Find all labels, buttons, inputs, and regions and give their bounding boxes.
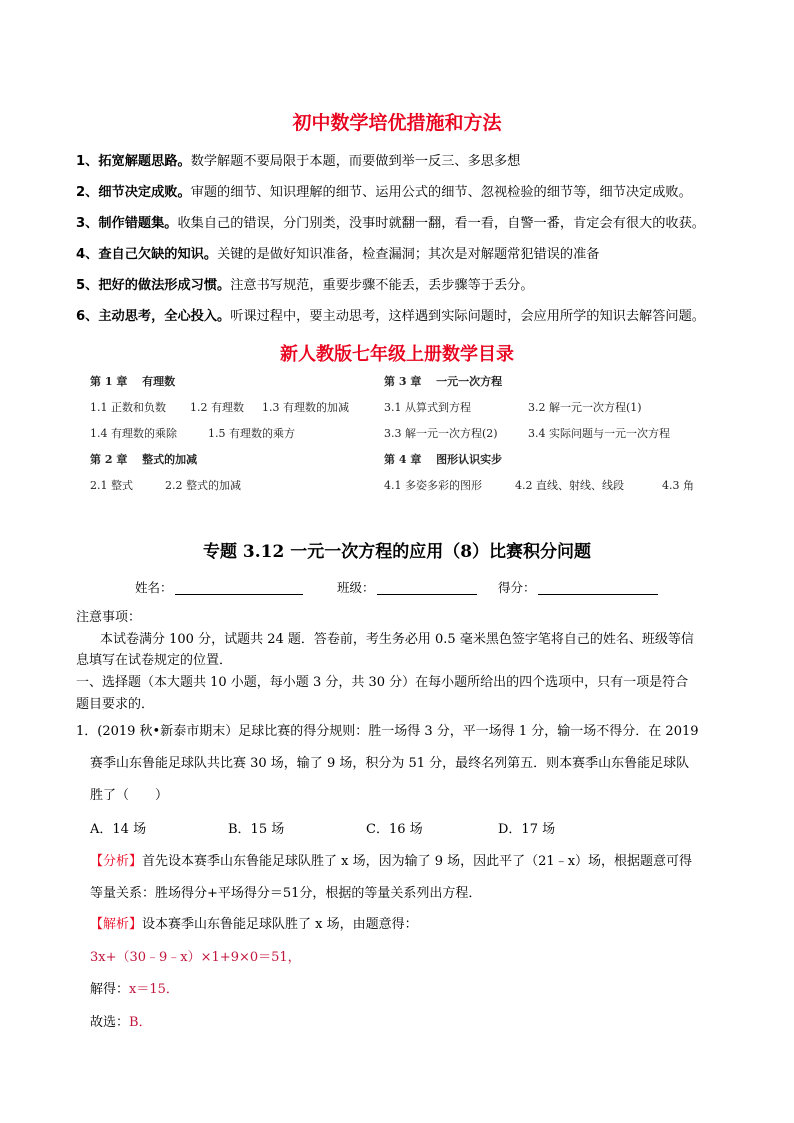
solution-line bbox=[90, 913, 418, 932]
tip-5-body: 注意书写规范，重要步骤不能丢，丢步骤等于丢分。 bbox=[230, 278, 534, 293]
tip-6-body: 听课过程中，要主动思考，这样遇到实际问题时，会应用所学的知识去解答问题。 bbox=[230, 309, 705, 324]
toc-item: 4.1 多姿多彩的图形 bbox=[384, 479, 482, 492]
notes-line: 息填写在试卷规定的位置． bbox=[76, 653, 233, 668]
tip-4-body: 关键的是做好知识准备，检查漏洞；其次是对解题常犯错误的准备 bbox=[217, 247, 600, 262]
analysis-line bbox=[90, 850, 692, 869]
toc-item: 1.3 有理数的加减 bbox=[262, 401, 349, 414]
tip-3-body: 收集自己的错误，分门别类，没事时就翻一翻，看一看，自警一番，肯定会有很大的收获。 bbox=[177, 216, 705, 231]
toc-item: 2.1 整式 bbox=[90, 479, 133, 492]
toc-item: 2.2 整式的加减 bbox=[165, 479, 241, 492]
question-text: 1．(2019 秋•新泰市期末）足球比赛的得分规则：胜一场得 3 分，平一场得 1 分，输一场不得分．在 2019 bbox=[76, 724, 699, 739]
toc-item: 4.2 直线、射线、线段 bbox=[515, 479, 624, 492]
option-a: A．14 场 bbox=[90, 822, 147, 837]
class-label: 班级： bbox=[337, 580, 375, 595]
tip-1-head: 1、拓宽解题思路。 bbox=[76, 154, 191, 169]
quiz-title: 专题 3.12 一元一次方程的应用（8）比赛积分问题 bbox=[202, 542, 592, 562]
toc-chapter-1: 第 1 章 有理数 bbox=[90, 375, 176, 388]
analysis-line: 等量关系：胜场得分+平场得分＝51分，根据的等量关系列出方程． bbox=[90, 886, 482, 901]
tip-2-head: 2、细节决定成败。 bbox=[76, 185, 191, 200]
tip-4 bbox=[76, 243, 600, 262]
question-text: 胜了（ ） bbox=[90, 788, 169, 803]
tip-1-body: 数学解题不要局限于本题，而要做到举一反三、多思多想 bbox=[190, 154, 521, 169]
toc-item: 3.1 从算式到方程 bbox=[384, 401, 471, 414]
tip-5 bbox=[76, 274, 534, 293]
score-label: 得分： bbox=[498, 580, 536, 595]
toc-chapter-4: 第 4 章 图形认识实步 bbox=[384, 453, 503, 466]
toc-title: 新人教版七年级上册数学目录 bbox=[280, 344, 514, 365]
name-label: 姓名： bbox=[135, 580, 173, 595]
tip-3 bbox=[76, 212, 705, 231]
solution-text: 设本赛季山东鲁能足球队胜了 x 场，由题意得： bbox=[142, 917, 418, 932]
toc-item: 3.2 解一元一次方程(1) bbox=[528, 401, 642, 414]
toc-item: 4.3 角 bbox=[662, 479, 694, 492]
toc-item: 1.5 有理数的乘方 bbox=[208, 427, 295, 440]
score-field[interactable] bbox=[538, 594, 658, 595]
question-text: 赛季山东鲁能足球队共比赛 30 场，输了 9 场，积分为 51 分，最终名列第五．则本赛季山东鲁能足球队 bbox=[90, 756, 690, 771]
page-title: 初中数学培优措施和方法 bbox=[292, 112, 502, 134]
option-c: C．16 场 bbox=[366, 822, 423, 837]
name-field[interactable] bbox=[175, 594, 303, 595]
solve-value: x＝15． bbox=[129, 982, 179, 997]
tip-2 bbox=[76, 181, 692, 200]
toc-item: 1.4 有理数的乘除 bbox=[90, 427, 177, 440]
class-field[interactable] bbox=[377, 594, 477, 595]
answer-line bbox=[90, 1011, 152, 1030]
toc-chapter-2: 第 2 章 整式的加减 bbox=[90, 453, 198, 466]
answer-value: B． bbox=[129, 1015, 152, 1030]
section-heading: 一、选择题（本大题共 10 小题，每小题 3 分，共 30 分）在每小题所给出的四个选项中，只有一项是符合 bbox=[76, 675, 689, 690]
tip-3-head: 3、制作错题集。 bbox=[76, 216, 178, 231]
solution-tag: 【解析】 bbox=[90, 917, 143, 932]
toc-item: 1.1 正数和负数 bbox=[90, 401, 166, 414]
section-heading: 题目要求的． bbox=[76, 697, 155, 712]
notes-label: 注意事项： bbox=[76, 610, 142, 625]
toc-item: 1.2 有理数 bbox=[190, 401, 244, 414]
tip-6 bbox=[76, 305, 705, 324]
option-d: D．17 场 bbox=[498, 822, 556, 837]
tip-2-body: 审题的细节、知识理解的细节、运用公式的细节、忽视检验的细节等，细节决定成败。 bbox=[190, 185, 692, 200]
toc-item: 3.3 解一元一次方程(2) bbox=[384, 427, 498, 440]
tip-1 bbox=[76, 150, 520, 169]
tip-4-head: 4、查自己欠缺的知识。 bbox=[76, 247, 218, 262]
toc-item: 3.4 实际问题与一元一次方程 bbox=[528, 427, 670, 440]
solve-label: 解得： bbox=[90, 982, 130, 997]
tip-6-head: 6、主动思考，全心投入。 bbox=[76, 309, 231, 324]
analysis-text: 首先设本赛季山东鲁能足球队胜了 x 场，因为输了 9 场，因此平了（21﹣x）场，根据题意可得 bbox=[142, 854, 693, 869]
tip-5-head: 5、把好的做法形成习惯。 bbox=[76, 278, 231, 293]
notes-line: 本试卷满分 100 分，试题共 24 题．答卷前，考生务必用 0.5 毫米黑色签字笔将自己的姓名、班级等信 bbox=[100, 632, 694, 647]
answer-label: 故选： bbox=[90, 1015, 130, 1030]
toc-chapter-3: 第 3 章 一元一次方程 bbox=[384, 375, 503, 388]
equation: 3x+（30﹣9﹣x）×1+9×0＝51， bbox=[90, 950, 301, 965]
option-b: B．15 场 bbox=[228, 822, 285, 837]
analysis-tag: 【分析】 bbox=[90, 854, 143, 869]
solve-line bbox=[90, 978, 179, 997]
